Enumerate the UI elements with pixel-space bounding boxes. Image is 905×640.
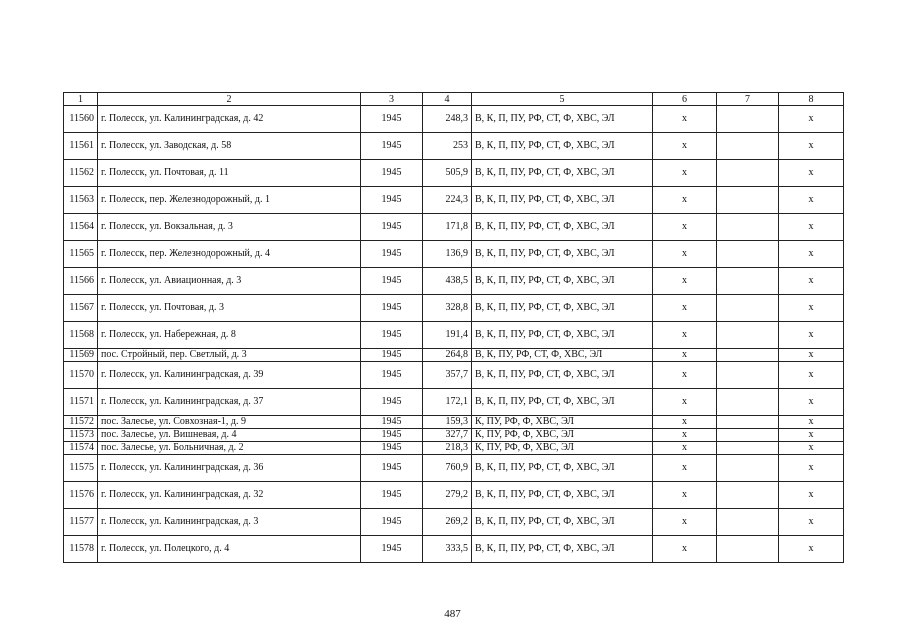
- mark-col-6-cell: x: [653, 482, 717, 509]
- build-year-cell: 1945: [361, 442, 423, 455]
- mark-col-8-cell: x: [779, 295, 844, 322]
- mark-col-7-cell: [717, 349, 779, 362]
- record-number-cell: 11564: [64, 214, 98, 241]
- mark-col-7-cell: [717, 389, 779, 416]
- build-year-cell: 1945: [361, 187, 423, 214]
- record-number-cell: 11568: [64, 322, 98, 349]
- mark-col-6-cell: x: [653, 187, 717, 214]
- col-header-5: 5: [472, 93, 653, 106]
- register-table: [63, 92, 844, 563]
- address-cell: г. Полесск, пер. Железнодорожный, д. 4: [98, 241, 361, 268]
- area-cell: 357,7: [423, 362, 472, 389]
- mark-col-7-cell: [717, 106, 779, 133]
- structural-elements-cell: В, К, П, ПУ, РФ, СТ, Ф, ХВС, ЭЛ: [472, 389, 653, 416]
- table-row: [64, 389, 844, 416]
- build-year-cell: 1945: [361, 214, 423, 241]
- page-number: 487: [444, 608, 461, 620]
- mark-col-8-cell: x: [779, 389, 844, 416]
- build-year-cell: 1945: [361, 536, 423, 563]
- record-number-cell: 11576: [64, 482, 98, 509]
- col-header-4: 4: [423, 93, 472, 106]
- table-row: [64, 455, 844, 482]
- mark-col-6-cell: x: [653, 509, 717, 536]
- record-number-cell: 11574: [64, 442, 98, 455]
- table-row: [64, 349, 844, 362]
- structural-elements-cell: В, К, П, ПУ, РФ, СТ, Ф, ХВС, ЭЛ: [472, 214, 653, 241]
- mark-col-8-cell: x: [779, 349, 844, 362]
- mark-col-6-cell: x: [653, 160, 717, 187]
- table-row: [64, 536, 844, 563]
- structural-elements-cell: В, К, П, ПУ, РФ, СТ, Ф, ХВС, ЭЛ: [472, 268, 653, 295]
- col-header-2: 2: [98, 93, 361, 106]
- build-year-cell: 1945: [361, 133, 423, 160]
- build-year-cell: 1945: [361, 106, 423, 133]
- mark-col-6-cell: x: [653, 536, 717, 563]
- table-row: [64, 295, 844, 322]
- area-cell: 327,7: [423, 429, 472, 442]
- record-number-cell: 11567: [64, 295, 98, 322]
- build-year-cell: 1945: [361, 268, 423, 295]
- structural-elements-cell: К, ПУ, РФ, Ф, ХВС, ЭЛ: [472, 442, 653, 455]
- area-cell: 505,9: [423, 160, 472, 187]
- area-cell: 218,3: [423, 442, 472, 455]
- mark-col-6-cell: x: [653, 133, 717, 160]
- address-cell: г. Полесск, ул. Калининградская, д. 39: [98, 362, 361, 389]
- mark-col-7-cell: [717, 429, 779, 442]
- structural-elements-cell: К, ПУ, РФ, Ф, ХВС, ЭЛ: [472, 429, 653, 442]
- record-number-cell: 11562: [64, 160, 98, 187]
- table-row: [64, 268, 844, 295]
- mark-col-8-cell: x: [779, 429, 844, 442]
- mark-col-7-cell: [717, 362, 779, 389]
- header-row: [64, 93, 844, 106]
- mark-col-8-cell: x: [779, 241, 844, 268]
- mark-col-7-cell: [717, 295, 779, 322]
- address-cell: пос. Залесье, ул. Вишневая, д. 4: [98, 429, 361, 442]
- mark-col-8-cell: x: [779, 268, 844, 295]
- record-number-cell: 11577: [64, 509, 98, 536]
- mark-col-8-cell: x: [779, 442, 844, 455]
- area-cell: 438,5: [423, 268, 472, 295]
- mark-col-8-cell: x: [779, 214, 844, 241]
- address-cell: пос. Залесье, ул. Совхозная-1, д. 9: [98, 416, 361, 429]
- mark-col-8-cell: x: [779, 482, 844, 509]
- table-row: [64, 106, 844, 133]
- table-row: [64, 509, 844, 536]
- area-cell: 269,2: [423, 509, 472, 536]
- mark-col-7-cell: [717, 536, 779, 563]
- area-cell: 136,9: [423, 241, 472, 268]
- col-header-1: 1: [64, 93, 98, 106]
- mark-col-6-cell: x: [653, 106, 717, 133]
- record-number-cell: 11571: [64, 389, 98, 416]
- mark-col-6-cell: x: [653, 442, 717, 455]
- mark-col-8-cell: x: [779, 322, 844, 349]
- area-cell: 171,8: [423, 214, 472, 241]
- build-year-cell: 1945: [361, 509, 423, 536]
- mark-col-8-cell: x: [779, 362, 844, 389]
- table-row: [64, 322, 844, 349]
- area-cell: 172,1: [423, 389, 472, 416]
- mark-col-7-cell: [717, 133, 779, 160]
- address-cell: г. Полесск, ул. Заводская, д. 58: [98, 133, 361, 160]
- address-cell: г. Полесск, ул. Калининградская, д. 32: [98, 482, 361, 509]
- mark-col-8-cell: x: [779, 536, 844, 563]
- col-header-8: 8: [779, 93, 844, 106]
- address-cell: г. Полесск, ул. Вокзальная, д. 3: [98, 214, 361, 241]
- mark-col-6-cell: x: [653, 349, 717, 362]
- mark-col-7-cell: [717, 509, 779, 536]
- mark-col-7-cell: [717, 268, 779, 295]
- structural-elements-cell: В, К, П, ПУ, РФ, СТ, Ф, ХВС, ЭЛ: [472, 509, 653, 536]
- build-year-cell: 1945: [361, 482, 423, 509]
- table-row: [64, 241, 844, 268]
- record-number-cell: 11563: [64, 187, 98, 214]
- col-header-7: 7: [717, 93, 779, 106]
- structural-elements-cell: К, ПУ, РФ, Ф, ХВС, ЭЛ: [472, 416, 653, 429]
- record-number-cell: 11566: [64, 268, 98, 295]
- structural-elements-cell: В, К, П, ПУ, РФ, СТ, Ф, ХВС, ЭЛ: [472, 295, 653, 322]
- record-number-cell: 11573: [64, 429, 98, 442]
- build-year-cell: 1945: [361, 389, 423, 416]
- area-cell: 191,4: [423, 322, 472, 349]
- address-cell: г. Полесск, ул. Полецкого, д. 4: [98, 536, 361, 563]
- structural-elements-cell: В, К, П, ПУ, РФ, СТ, Ф, ХВС, ЭЛ: [472, 455, 653, 482]
- record-number-cell: 11570: [64, 362, 98, 389]
- mark-col-8-cell: x: [779, 187, 844, 214]
- table-row: [64, 416, 844, 429]
- mark-col-7-cell: [717, 214, 779, 241]
- record-number-cell: 11565: [64, 241, 98, 268]
- address-cell: г. Полесск, ул. Калининградская, д. 42: [98, 106, 361, 133]
- build-year-cell: 1945: [361, 416, 423, 429]
- table-row: [64, 133, 844, 160]
- mark-col-7-cell: [717, 482, 779, 509]
- col-header-3: 3: [361, 93, 423, 106]
- area-cell: 333,5: [423, 536, 472, 563]
- table-row: [64, 362, 844, 389]
- mark-col-6-cell: x: [653, 322, 717, 349]
- build-year-cell: 1945: [361, 362, 423, 389]
- record-number-cell: 11560: [64, 106, 98, 133]
- mark-col-7-cell: [717, 187, 779, 214]
- structural-elements-cell: В, К, П, ПУ, РФ, СТ, Ф, ХВС, ЭЛ: [472, 322, 653, 349]
- address-cell: г. Полесск, ул. Калининградская, д. 37: [98, 389, 361, 416]
- address-cell: г. Полесск, пер. Железнодорожный, д. 1: [98, 187, 361, 214]
- table-row: [64, 214, 844, 241]
- mark-col-7-cell: [717, 160, 779, 187]
- record-number-cell: 11578: [64, 536, 98, 563]
- area-cell: 253: [423, 133, 472, 160]
- mark-col-8-cell: x: [779, 455, 844, 482]
- address-cell: г. Полесск, ул. Набережная, д. 8: [98, 322, 361, 349]
- structural-elements-cell: В, К, П, ПУ, РФ, СТ, Ф, ХВС, ЭЛ: [472, 160, 653, 187]
- build-year-cell: 1945: [361, 160, 423, 187]
- record-number-cell: 11575: [64, 455, 98, 482]
- area-cell: 264,8: [423, 349, 472, 362]
- mark-col-7-cell: [717, 416, 779, 429]
- mark-col-8-cell: x: [779, 133, 844, 160]
- col-header-6: 6: [653, 93, 717, 106]
- address-cell: пос. Залесье, ул. Больничная, д. 2: [98, 442, 361, 455]
- mark-col-8-cell: x: [779, 160, 844, 187]
- address-cell: г. Полесск, ул. Почтовая, д. 11: [98, 160, 361, 187]
- mark-col-6-cell: x: [653, 362, 717, 389]
- structural-elements-cell: В, К, П, ПУ, РФ, СТ, Ф, ХВС, ЭЛ: [472, 536, 653, 563]
- record-number-cell: 11572: [64, 416, 98, 429]
- area-cell: 279,2: [423, 482, 472, 509]
- record-number-cell: 11561: [64, 133, 98, 160]
- mark-col-8-cell: x: [779, 416, 844, 429]
- build-year-cell: 1945: [361, 455, 423, 482]
- structural-elements-cell: В, К, П, ПУ, РФ, СТ, Ф, ХВС, ЭЛ: [472, 241, 653, 268]
- build-year-cell: 1945: [361, 322, 423, 349]
- mark-col-6-cell: x: [653, 268, 717, 295]
- build-year-cell: 1945: [361, 349, 423, 362]
- address-cell: г. Полесск, ул. Калининградская, д. 36: [98, 455, 361, 482]
- mark-col-7-cell: [717, 322, 779, 349]
- mark-col-7-cell: [717, 241, 779, 268]
- mark-col-6-cell: x: [653, 389, 717, 416]
- address-cell: г. Полесск, ул. Почтовая, д. 3: [98, 295, 361, 322]
- address-cell: г. Полесск, ул. Калининградская, д. 3: [98, 509, 361, 536]
- build-year-cell: 1945: [361, 241, 423, 268]
- build-year-cell: 1945: [361, 429, 423, 442]
- record-number-cell: 11569: [64, 349, 98, 362]
- table-row: [64, 482, 844, 509]
- structural-elements-cell: В, К, П, ПУ, РФ, СТ, Ф, ХВС, ЭЛ: [472, 187, 653, 214]
- mark-col-7-cell: [717, 442, 779, 455]
- mark-col-7-cell: [717, 455, 779, 482]
- mark-col-8-cell: x: [779, 509, 844, 536]
- mark-col-6-cell: x: [653, 241, 717, 268]
- address-cell: пос. Стройный, пер. Светлый, д. 3: [98, 349, 361, 362]
- area-cell: 760,9: [423, 455, 472, 482]
- area-cell: 248,3: [423, 106, 472, 133]
- area-cell: 224,3: [423, 187, 472, 214]
- table-row: [64, 160, 844, 187]
- table-row: [64, 429, 844, 442]
- structural-elements-cell: В, К, П, ПУ, РФ, СТ, Ф, ХВС, ЭЛ: [472, 482, 653, 509]
- table-row: [64, 187, 844, 214]
- table-row: [64, 442, 844, 455]
- structural-elements-cell: В, К, П, ПУ, РФ, СТ, Ф, ХВС, ЭЛ: [472, 362, 653, 389]
- mark-col-6-cell: x: [653, 295, 717, 322]
- area-cell: 159,3: [423, 416, 472, 429]
- mark-col-6-cell: x: [653, 416, 717, 429]
- mark-col-8-cell: x: [779, 106, 844, 133]
- structural-elements-cell: В, К, П, ПУ, РФ, СТ, Ф, ХВС, ЭЛ: [472, 133, 653, 160]
- mark-col-6-cell: x: [653, 429, 717, 442]
- address-cell: г. Полесск, ул. Авиационная, д. 3: [98, 268, 361, 295]
- structural-elements-cell: В, К, П, ПУ, РФ, СТ, Ф, ХВС, ЭЛ: [472, 106, 653, 133]
- structural-elements-cell: В, К, ПУ, РФ, СТ, Ф, ХВС, ЭЛ: [472, 349, 653, 362]
- area-cell: 328,8: [423, 295, 472, 322]
- build-year-cell: 1945: [361, 295, 423, 322]
- mark-col-6-cell: x: [653, 214, 717, 241]
- mark-col-6-cell: x: [653, 455, 717, 482]
